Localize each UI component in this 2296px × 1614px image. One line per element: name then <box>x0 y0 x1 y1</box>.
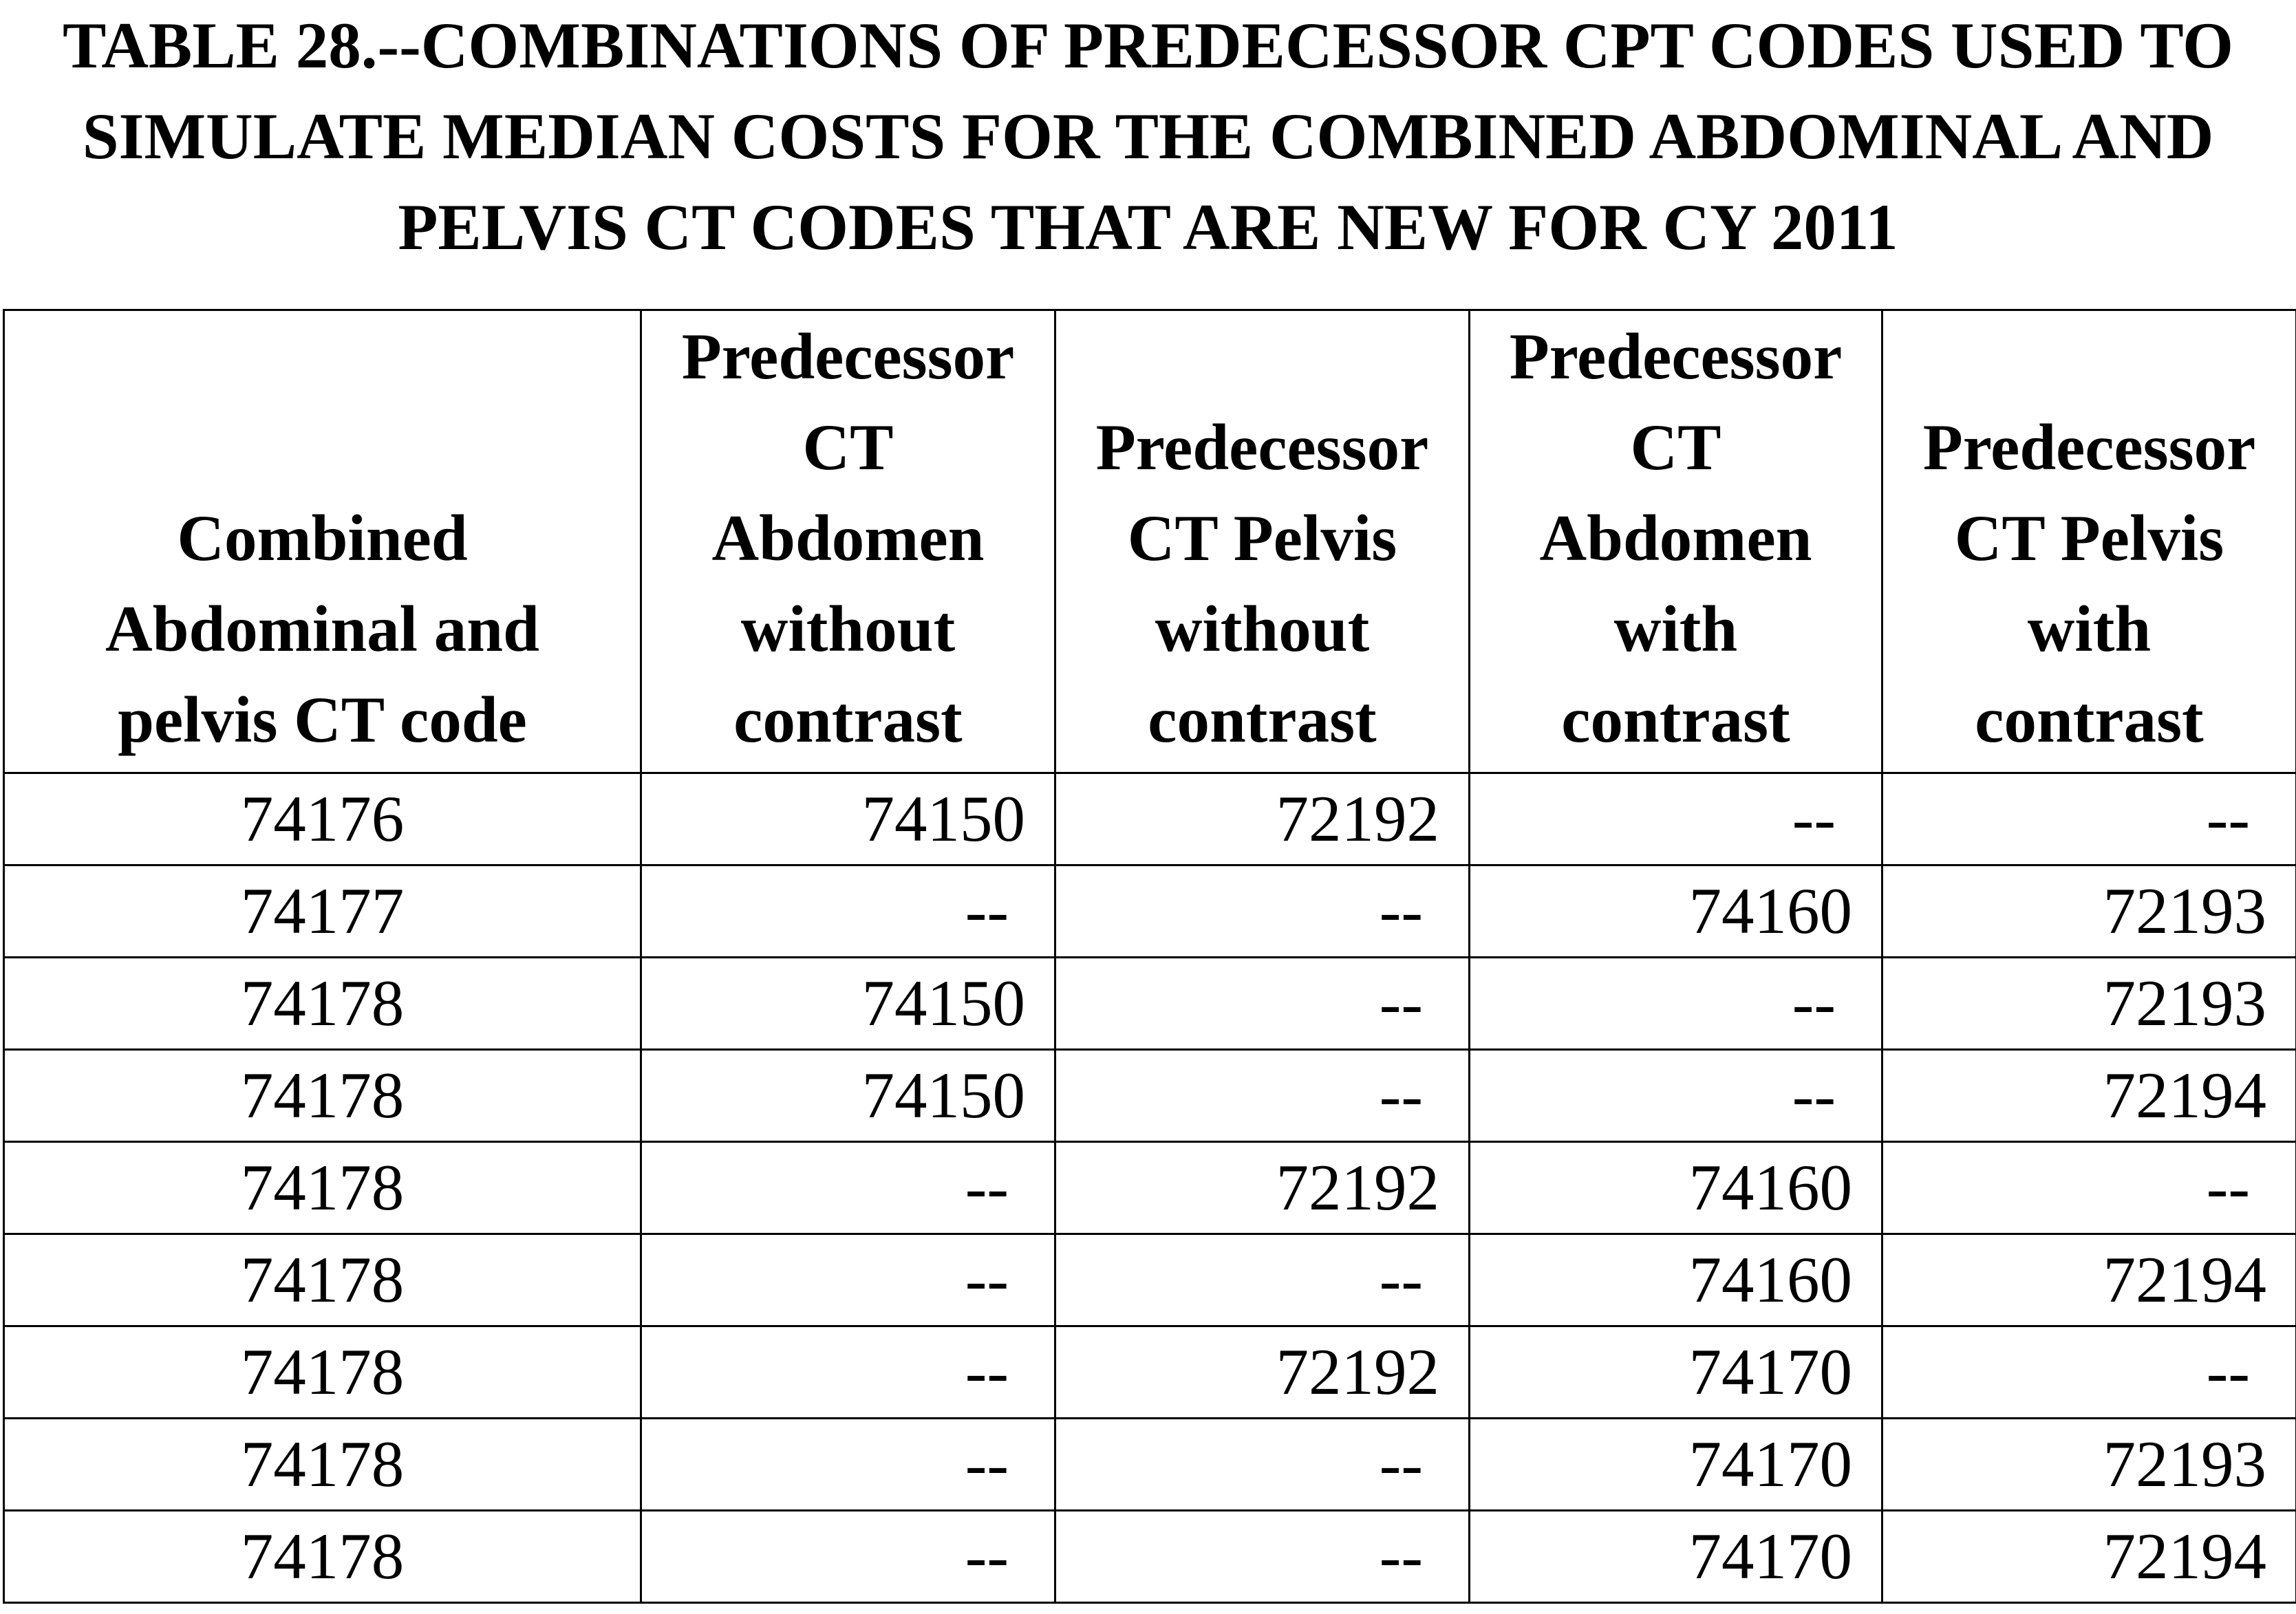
header-row <box>4 310 2296 773</box>
combined-code-cell: 74178 <box>4 1050 641 1142</box>
header-text-line: pelvis CT code <box>118 683 527 756</box>
ct-pelvis-without-contrast-cell: -- <box>1055 865 1470 958</box>
header-text-line: contrast <box>733 683 963 756</box>
ct-abdomen-with-contrast-cell: 74160 <box>1470 865 1882 958</box>
header-text-line: without <box>1155 592 1370 665</box>
predecessor-codes-table <box>3 309 2296 1604</box>
header-text-line: Combined <box>177 502 468 574</box>
ct-pelvis-without-contrast-cell: -- <box>1055 1050 1470 1142</box>
header-text-line: CT Pelvis <box>1127 502 1397 574</box>
header-text-line: contrast <box>1561 683 1790 756</box>
ct-pelvis-without-contrast-header <box>1055 310 1470 773</box>
header-text-line: Abdomen <box>711 502 985 574</box>
ct-abdomen-with-contrast-cell: -- <box>1470 958 1882 1050</box>
table-row <box>4 1234 2296 1326</box>
combined-code-cell: 74178 <box>4 1511 641 1603</box>
combined-code-cell: 74176 <box>4 773 641 865</box>
table-row <box>4 1511 2296 1603</box>
ct-abdomen-without-contrast-cell: -- <box>641 1326 1055 1419</box>
header-text-line: Predecessor <box>681 320 1015 393</box>
ct-abdomen-with-contrast-cell: -- <box>1470 1050 1882 1142</box>
ct-abdomen-with-contrast-header <box>1470 310 1882 773</box>
ct-abdomen-without-contrast-cell: 74150 <box>641 773 1055 865</box>
table-row <box>4 1050 2296 1142</box>
ct-pelvis-with-contrast-cell: 72194 <box>1882 1511 2296 1603</box>
ct-abdomen-with-contrast-cell: 74170 <box>1470 1419 1882 1511</box>
combined-code-cell: 74178 <box>4 1234 641 1326</box>
combined-code-cell: 74177 <box>4 865 641 958</box>
ct-pelvis-with-contrast-cell: 72193 <box>1882 865 2296 958</box>
ct-pelvis-with-contrast-cell: 72193 <box>1882 958 2296 1050</box>
ct-pelvis-without-contrast-cell: 72192 <box>1055 773 1470 865</box>
combined-code-cell: 74178 <box>4 1326 641 1419</box>
ct-pelvis-with-contrast-cell: 72194 <box>1882 1234 2296 1326</box>
ct-pelvis-with-contrast-header <box>1882 310 2296 773</box>
combined-code-cell: 74178 <box>4 1142 641 1234</box>
ct-abdomen-without-contrast-cell: 74150 <box>641 958 1055 1050</box>
title-line-1: TABLE 28.--COMBINATIONS OF PREDECESSOR CPT CODES USED TO <box>63 9 2233 82</box>
header-text-line: CT <box>1630 411 1721 484</box>
ct-pelvis-with-contrast-cell: 72193 <box>1882 1419 2296 1511</box>
table-row <box>4 773 2296 865</box>
table-row <box>4 1419 2296 1511</box>
table-row <box>4 865 2296 958</box>
ct-pelvis-with-contrast-cell: -- <box>1882 1326 2296 1419</box>
ct-abdomen-without-contrast-cell: -- <box>641 1142 1055 1234</box>
ct-pelvis-with-contrast-cell: -- <box>1882 773 2296 865</box>
ct-abdomen-without-contrast-cell: -- <box>641 1419 1055 1511</box>
ct-pelvis-without-contrast-cell: -- <box>1055 1511 1470 1603</box>
ct-pelvis-with-contrast-cell: -- <box>1882 1142 2296 1234</box>
header-text-line: Predecessor <box>1922 411 2256 484</box>
table-row <box>4 1326 2296 1419</box>
ct-abdomen-without-contrast-cell: -- <box>641 1234 1055 1326</box>
title-line-2: SIMULATE MEDIAN COSTS FOR THE COMBINED ABDOMINAL AND <box>82 100 2214 173</box>
ct-abdomen-with-contrast-cell: 74160 <box>1470 1142 1882 1234</box>
header-text-line: Predecessor <box>1095 411 1429 484</box>
ct-pelvis-with-contrast-cell: 72194 <box>1882 1050 2296 1142</box>
header-text-line: contrast <box>1975 683 2204 756</box>
ct-abdomen-without-contrast-cell: -- <box>641 865 1055 958</box>
header-text-line: Abdominal and <box>105 592 539 665</box>
combined-code-cell: 74178 <box>4 1419 641 1511</box>
title-line-3: PELVIS CT CODES THAT ARE NEW FOR CY 2011 <box>398 191 1898 263</box>
ct-abdomen-without-contrast-cell: -- <box>641 1511 1055 1603</box>
ct-abdomen-with-contrast-cell: 74170 <box>1470 1511 1882 1603</box>
header-text-line: without <box>740 592 956 665</box>
table-title <box>0 0 2296 272</box>
combined-code-cell: 74178 <box>4 958 641 1050</box>
combined-code-header <box>4 310 641 773</box>
ct-abdomen-with-contrast-cell: -- <box>1470 773 1882 865</box>
ct-pelvis-without-contrast-cell: -- <box>1055 1234 1470 1326</box>
table-row <box>4 958 2296 1050</box>
header-text-line: CT <box>802 411 894 484</box>
header-text-line: Abdomen <box>1539 502 1812 574</box>
ct-abdomen-without-contrast-cell: 74150 <box>641 1050 1055 1142</box>
header-text-line: Predecessor <box>1509 320 1843 393</box>
header-text-line: CT Pelvis <box>1954 502 2224 574</box>
ct-pelvis-without-contrast-cell: -- <box>1055 958 1470 1050</box>
ct-pelvis-without-contrast-cell: 72192 <box>1055 1326 1470 1419</box>
ct-abdomen-without-contrast-header <box>641 310 1055 773</box>
ct-pelvis-without-contrast-cell: 72192 <box>1055 1142 1470 1234</box>
ct-abdomen-with-contrast-cell: 74170 <box>1470 1326 1882 1419</box>
header-text-line: with <box>1613 592 1738 665</box>
table-row <box>4 1142 2296 1234</box>
header-text-line: with <box>2027 592 2152 665</box>
header-text-line: contrast <box>1148 683 1377 756</box>
ct-abdomen-with-contrast-cell: 74160 <box>1470 1234 1882 1326</box>
ct-pelvis-without-contrast-cell: -- <box>1055 1419 1470 1511</box>
table-body <box>4 773 2296 1603</box>
